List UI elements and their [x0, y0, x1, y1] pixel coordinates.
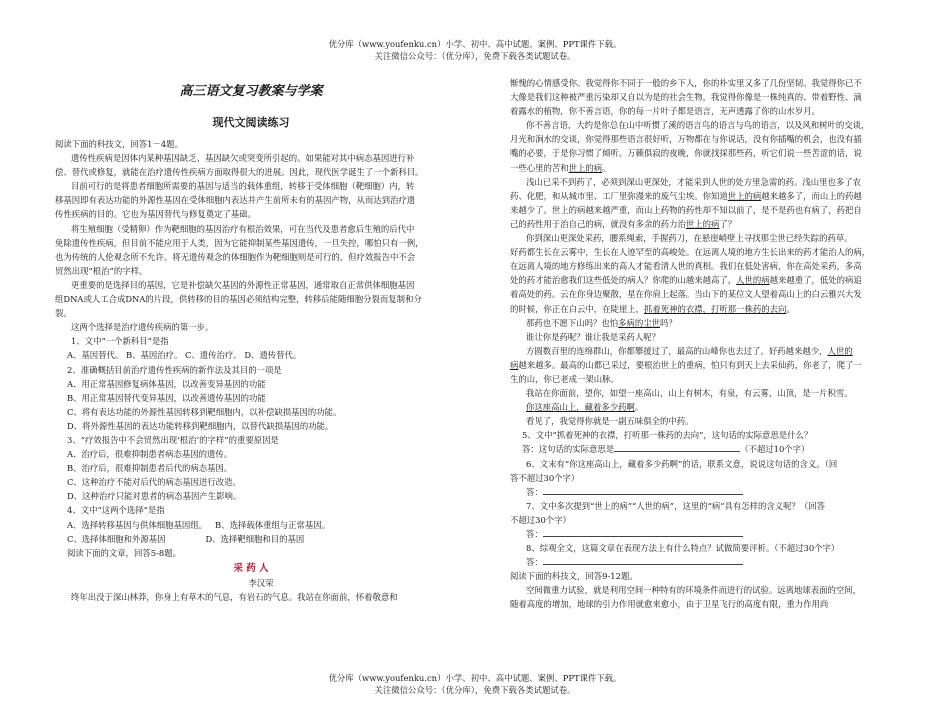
underlined-phrase: 世上的病: [568, 162, 603, 173]
paragraph-line: 你到深山更深处采药，腰系绳索，手握药刀，在悬崖峭壁上寻找那尘世已经失踪的药草。: [526, 233, 853, 244]
paragraph-line: 将生殖细胞（受精卵）作为靶细胞的基因治疗有根治效果，可在当代及患者愈后生殖的后代中: [71, 223, 415, 234]
paragraph-line: 嘴的必要，于是你习惯了倾听。万籁俱寂的夜晚，你就找採那些药，听它们说一些苦涩的话，说: [510, 148, 862, 159]
paragraph-line: 着露水的植物，你不善言语，你的每一片叶子都是语言，无声透露了你的山水岁月。: [510, 106, 820, 117]
question-2-option-d: D、将外源性基因的表达功能转移到靶细胞内，以替代缺损基因的功能。: [67, 420, 334, 431]
paragraph-line: [510, 217, 895, 231]
paragraph-line: [510, 302, 895, 316]
question-2-option-b: B、用正常基因替代变异基因，以改善遗传基因的功能: [67, 392, 266, 403]
paragraph-line: [510, 273, 895, 287]
question-7: 7、文中多次提到“世上的病”“人世的病”，这里的“病”具有怎样的含义呢？（回答: [526, 500, 826, 511]
underlined-phrase: 多病的尘世: [618, 317, 660, 328]
underlined-phrase: 人世的: [827, 345, 853, 356]
underlined-phrase: 世上的病: [727, 190, 762, 201]
paragraph-line: 贸然出现“根治”的字样。: [55, 265, 148, 276]
text-run: 药、化肥，和从城市里、工厂里弥漫来的废气尘埃。你知道: [510, 190, 728, 201]
section-title: 现代文阅读练习: [212, 116, 290, 129]
text-run: 的时候，你正在白云中，在陡崖上，: [510, 303, 644, 314]
answer-blank[interactable]: [543, 485, 743, 495]
paragraph-line: 遗传性疾病是因体内某种基因缺乏、基因缺欠或突变所引起的。如果能对其中病态基因进行补: [71, 153, 415, 164]
header-line-2: 关注微信公众号：（优分库），免费下载各类试题试卷。: [374, 51, 576, 61]
paragraph-line: [510, 189, 895, 203]
text-run: 。: [786, 303, 795, 314]
paragraph-line: 大像是我们这种被严重污染却又自以为是的社会生物，我觉得你像是一株纯真的、带着野性、滴: [510, 92, 862, 103]
text-run: 方圆数百里的连绵群山，你都攀援过了，最高的山峰你也去过了。好药越来越少，: [526, 345, 828, 356]
question-4-options-cd: C、选择体细胞和外源基因 D、选择靶细胞和目的基因: [67, 533, 305, 544]
question-1-options: A、基因替代。 B、基因治疗。 C、遗传治疗。 D、遗传替代。: [67, 350, 302, 361]
left-column: [55, 80, 447, 604]
paragraph-line: [510, 344, 895, 358]
question-8-answer: [510, 555, 895, 569]
paragraph-line: 谁让你是药呢？谁让我是采药人呢？: [526, 331, 660, 342]
question-2: 2、准确概括目前治疗遗传性疾病的新作法及其目的一项是: [67, 364, 282, 375]
paragraph-line: 传性疾病的目的。它也为基因替代与修复奠定了基础。: [55, 209, 256, 220]
text-run: 一些心里的苦和: [510, 162, 569, 173]
answer-label: 答：: [526, 557, 543, 568]
reading-instruction: 阅读下面的科技文，回答1－4题。: [55, 139, 183, 149]
paragraph-line: 空间微重力试验，就是利用空间一种特有的环境条件而进行的试验。远离地球表面的空间，: [526, 585, 861, 596]
paragraph-line: 随着高度的增加，地球的引力作用就愈来愈小，由于卫星飞行的高度有限，重力作用尚: [510, 599, 829, 610]
footer-line-1: 优分库（www.youfenku.cn）小学、初中、高中试题、案例、PPT课件下载。: [328, 673, 622, 683]
question-7-cont: 不超过30个字）: [510, 514, 571, 525]
paragraph-line: 好药都生长在云雾中，生长在人迹罕至的高峻处。在远离人境的地方生长出来的药才能治人的病，: [510, 247, 871, 258]
footer-line-2: 关注微信公众号：（优分库），免费下载各类试题试卷。: [374, 685, 576, 695]
paragraph-line: 你不善言语，大约是你总在山中听惯了溪的语言鸟的语言与鸟的语言，以及风和树叶的交谈，: [526, 120, 870, 131]
paragraph-line: [510, 161, 895, 175]
paragraph-line: 月光和涧水的交谈，你觉得那些语言很好听，万物都在与你说话，没有你插嘴的机会，也没有插: [510, 134, 862, 145]
text-run: 己的药性用于治自己的病，就没有多余的药力治: [510, 218, 686, 229]
text-run: 。: [602, 162, 611, 173]
page-footer: [0, 672, 950, 696]
paragraph-line: 裂。: [55, 308, 72, 319]
paragraph-line: 在远离人境的地方修练出来的高人才能看清人世的真相。我们在低处害病，你在高处采药，多高: [510, 261, 862, 272]
text-run: 那药也不愿下山吗？也怕: [526, 317, 619, 328]
paragraph-line: 也为传统的人伦观念所不允许。将无遗传观念的体细胞作为靶细胞则是可行的，但疗效报告中不会: [55, 251, 416, 262]
question-6-cont: 答不超过30个字）: [510, 472, 580, 483]
paragraph-line: [510, 400, 895, 414]
paragraph-line: 终年出没于深山林莽，你身上有草木的气息，有岩石的气息。我站在你面前，怀着敬意和: [71, 592, 398, 602]
text-run: 了？: [719, 218, 737, 229]
paragraph-line: 目前可行的是将患者细胞所需要的基因与适当的载体重组，转移于受体细胞（靶细胞）内，转: [71, 181, 415, 192]
answer-label: 答：: [526, 529, 543, 539]
answer-blank[interactable]: [543, 527, 743, 537]
underlined-phrase: 世上的病: [685, 218, 720, 229]
underlined-phrase: 病: [510, 359, 519, 370]
question-6-answer: [510, 485, 895, 499]
question-4-options-ab: A、选择转移基因与供体细胞基因组。 B、选择载体重组与正常基因。: [67, 519, 331, 530]
question-1: 1、文中“一个新科目”是指: [71, 336, 169, 347]
question-3-option-c: C、这种治疗不能对后代的病态基因进行改造。: [67, 477, 241, 488]
question-2-option-a: A、用正常基因修复病体基因，以改善变异基因的功能: [67, 378, 266, 389]
question-4: 4、文中“这两个选择”是指: [67, 505, 165, 516]
paragraph-line: 惭愧的心情感受你。我觉得你不同于一般的乡下人，你的朴实里又多了几份坚韧。我觉得你已不: [510, 78, 862, 88]
question-2-option-c: C、将有表达功能的外源性基因转移到靶细胞内，以补偿缺损基因的功能。: [67, 406, 342, 417]
question-3: 3、“疗效报告中不会贸然出现‘根治’的字样”的重要原因是: [67, 434, 279, 445]
paragraph-line: [510, 358, 895, 372]
answer-label: 答：: [526, 486, 543, 497]
question-6: 6、文末有“你这座高山上，藏着多少药啊”的话，联系文意，说说这句话的含义。（回: [526, 458, 838, 469]
text-run: 吗？: [660, 317, 677, 328]
question-intro: 这两个选择是治疗遗传疾病的第一步。: [71, 322, 214, 333]
paragraph-line: 组DNA或人工合成DNA的片段，供转移的目的基因必须结构完整，转移后能随细胞分裂而复制和分: [55, 294, 422, 305]
underlined-phrase: 抓着死神的衣襟，打听那一株药的去向: [644, 303, 787, 314]
underlined-phrase: 人世的病: [736, 275, 770, 286]
underlined-phrase: 你这座高山上，藏着多少药啊: [526, 402, 635, 413]
text-run: 越来越多了，而山上的药越: [761, 190, 862, 201]
essay-author: 李汉荣: [248, 577, 274, 588]
paragraph-line: 我站在你面前，望你，如望一座高山，山上有树木，有泉，有云雾，山顶，是一片积雪。: [526, 388, 853, 399]
paragraph-line: 移基因即有表达功能的外源性基因在受体细胞内表达并产生前所未有的基因产物，从而达到治疗遗: [55, 195, 416, 206]
paragraph-line: 来越少了。世上的病越来越严重，而山上药物的药性却不知以前了，是不是药也有病了，药把自: [510, 204, 862, 215]
text-run: 越来越多。最高的山都已采过，要根治世上的重病，怕只有到天上去采仙药，你老了，爬了一: [518, 359, 862, 370]
paragraph-line: 免除遗传性疾病，但目前不能应用于人类，因为它能抑制某些基因遗传，一旦失控，哪怕只有一例，: [55, 237, 424, 248]
doc-title: 高三语文复习教案与学案: [179, 84, 323, 99]
answer-label: 答：这句话的实际意思是: [522, 444, 615, 455]
paragraph-line: 生的山，你已老成一架山脉。: [510, 373, 619, 384]
question-3-option-d: D、这种治疗只能对患者的病态基因产生影响。: [67, 491, 242, 502]
reading-instruction-3: 阅读下面的科技文，回答9-12题。: [510, 571, 638, 582]
reading-instruction-2: 阅读下面的文章，回答5-8题。: [67, 547, 181, 558]
right-column: [510, 76, 895, 612]
page-header: [0, 38, 950, 62]
paragraph-line: 偿、替代或修复，就能在治疗遗传性疾病方面取得很大的进展。因此，现代医学诞生了一个新科目。: [55, 167, 424, 178]
header-line-1: 优分库（www.youfenku.cn）小学、初中、高中试题、案例、PPT课件下载。: [328, 39, 622, 49]
text-run: 处的药才能治愈我们这些低处的病人？你爬的山越来越高了，: [510, 275, 737, 286]
question-3-option-b: B、治疗后，很难抑制患者后代的病态基因。: [67, 463, 233, 474]
answer-limit-note: （不超过10个字）: [740, 444, 810, 455]
question-5: 5、文中“抓着死神的衣襟，打听那一株药的去向”，这句话的实际意思是什么？: [522, 430, 813, 441]
text-run: 越来越重了，低处的病追: [769, 275, 862, 286]
answer-blank[interactable]: [543, 555, 743, 565]
answer-blank[interactable]: [614, 442, 740, 452]
text-run: 。: [634, 402, 644, 413]
paragraph-line: 着高处的药。云在你身边聚散，星在你肩上起落。当山下的某位文人望着高山上的白云雅兴大发: [510, 289, 862, 300]
paragraph-line: [510, 316, 895, 330]
question-8: 8、综观全文，这篇文章在表现方法上有什么特点？试做简要评析。（不超过30个字）: [526, 543, 840, 554]
paragraph-line: 看见了，我觉得你就是一副五味俱全的中药。: [526, 416, 694, 427]
question-7-answer: [510, 527, 895, 541]
question-5-answer: [510, 442, 895, 456]
essay-title: 采 药 人: [233, 562, 269, 574]
paragraph-line: 更重要的是选择目的基因，它是补偿缺欠基因的外源性正常基因，通常取自正常供体细胞基因: [71, 279, 415, 290]
paragraph-line: 浅山已采不到药了，必须到深山更深处，才能采到人世的处方里急需的药。浅山里也多了农: [526, 176, 861, 187]
question-3-option-a: A、治疗后，很难抑制患者病态基因的遗传。: [67, 449, 233, 460]
